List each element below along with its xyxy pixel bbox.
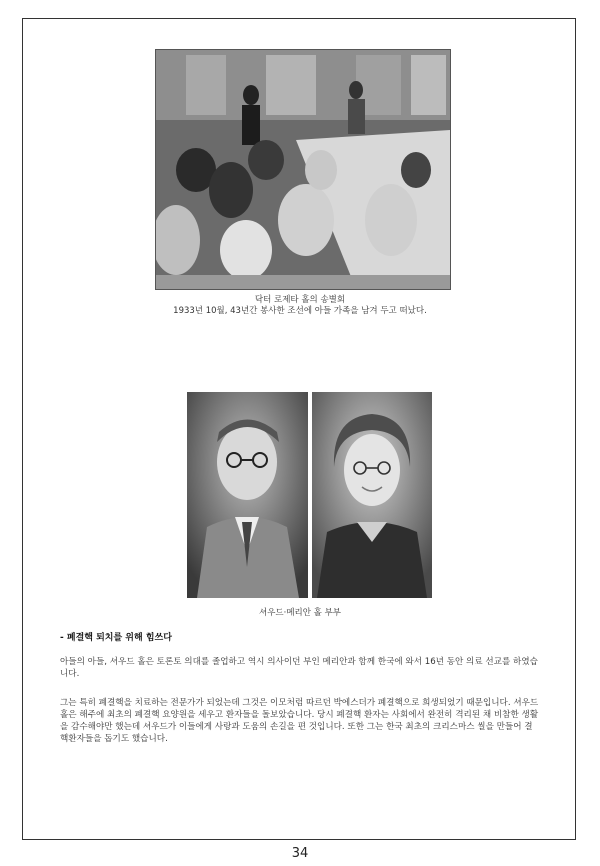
page-number: 34	[291, 846, 309, 861]
group-banquet-photo-icon	[156, 50, 450, 289]
farewell-caption-title: 닥터 로제타 홀의 송별회	[254, 295, 346, 305]
body-paragraph-2: 그는 특히 폐결핵을 치료하는 전문가가 되었는데 그것은 이모처럼 따르던 박에스더가 폐결핵으로 희생되었기 때문입니다. 셔우드 홀은 해주에 최초의 폐결핵 요양원을 세우고 환자들을 돌보았습니다. 당시 폐결핵 환자는 사회에서 완전히 격리된 채 비참한 생활을 감수해야만 했는데 셔우드가 이들에게 사랑과 도움의 손길을 편 것입니다. 또한 그는 한국 최초의 크리스마스 씰을 만들어 결핵환자들을 돕기도 했습니다.	[60, 698, 539, 744]
farewell-banquet-photo	[155, 49, 451, 290]
section-heading: - 폐결핵 퇴치를 위해 힘쓰다	[60, 633, 172, 643]
marian-hall-portrait	[312, 392, 432, 598]
farewell-caption-description: 1933년 10월, 43년간 봉사한 조선에 아들 가족을 남겨 두고 떠났다.	[173, 306, 427, 316]
body-paragraph-1: 아들의 아들, 셔우드 홀은 토론토 의대를 졸업하고 역시 의사이던 부인 메리안과 함께 한국에 와서 16년 동안 의료 선교를 하였습니다.	[60, 657, 538, 679]
man-portrait-photo-icon	[187, 392, 308, 598]
couple-caption: 셔우드·메리안 홀 부부	[258, 608, 341, 618]
sherwood-hall-portrait	[187, 392, 308, 598]
woman-portrait-photo-icon	[312, 392, 432, 598]
